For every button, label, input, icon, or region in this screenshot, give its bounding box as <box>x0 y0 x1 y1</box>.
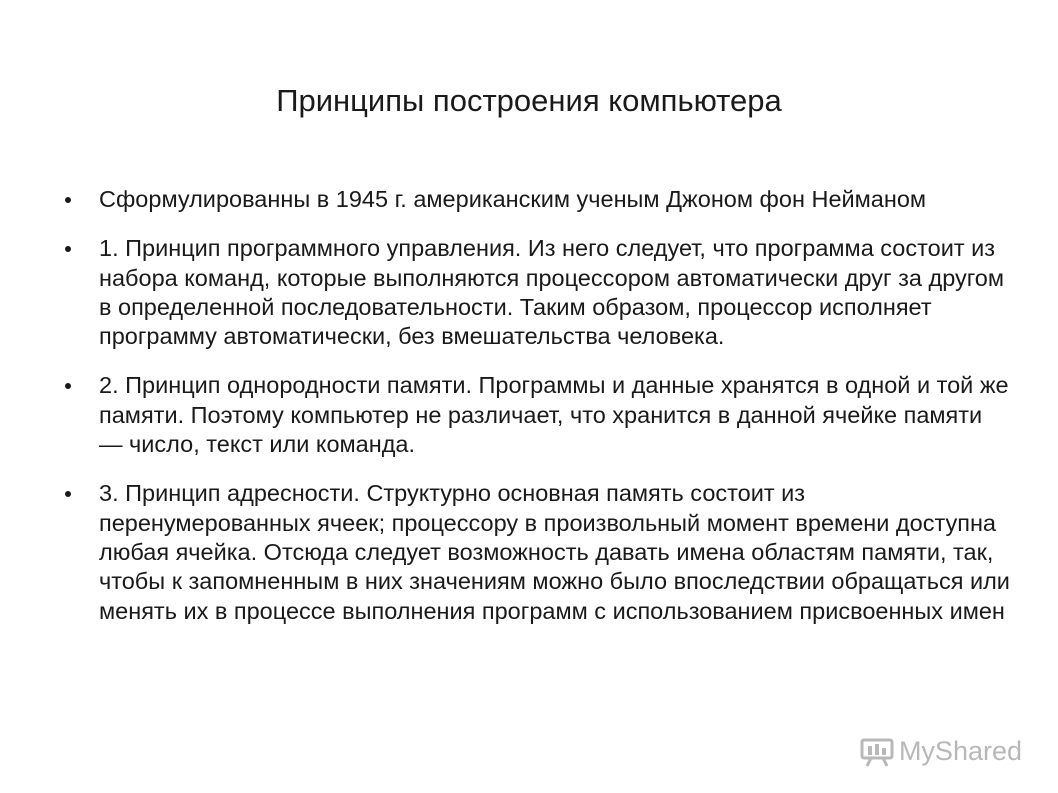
bullet-text: Сформулированны в 1945 г. американским ученым Джоном фон Нейманом <box>99 186 927 212</box>
bullet-dot-icon <box>65 383 71 389</box>
bullet-text: 3. Принцип адресности. Структурно основная память состоит из перенумерованных ячеек; процессору в произвольный момент времени доступна любая ячейка. Отсюда следует возможность давать имена областям памяти, так, чтобы к запомненным в них значениям можно было впоследствии обращаться или менять их в процессе выполнения программ с использованием присвоенных имен <box>99 480 1010 624</box>
bullet-item <box>62 185 1012 214</box>
bullet-dot-icon <box>65 246 71 252</box>
watermark <box>859 736 1022 767</box>
watermark-text: MyShared <box>898 736 1022 766</box>
bullet-list <box>62 185 1012 646</box>
bullet-item <box>62 234 1012 351</box>
bullet-item <box>62 479 1012 625</box>
bullet-item <box>62 371 1012 459</box>
slide-title: Принципы построения компьютера <box>276 83 782 118</box>
presentation-board-icon <box>859 737 895 767</box>
bullet-text: 2. Принцип однородности памяти. Программы и данные хранятся в одной и той же памяти. Поэтому компьютер не различает, что хранится в данной ячейке памяти — число, текст или команда. <box>99 372 1009 458</box>
bullet-dot-icon <box>65 491 71 497</box>
bullet-dot-icon <box>65 197 71 203</box>
bullet-text: 1. Принцип программного управления. Из него следует, что программа состоит из набора команд, которые выполняются процессором автоматически друг за другом в определенной последовательности. Таким образом, процессор исполняет программу автоматически, без вмешательства человека. <box>99 235 1005 350</box>
